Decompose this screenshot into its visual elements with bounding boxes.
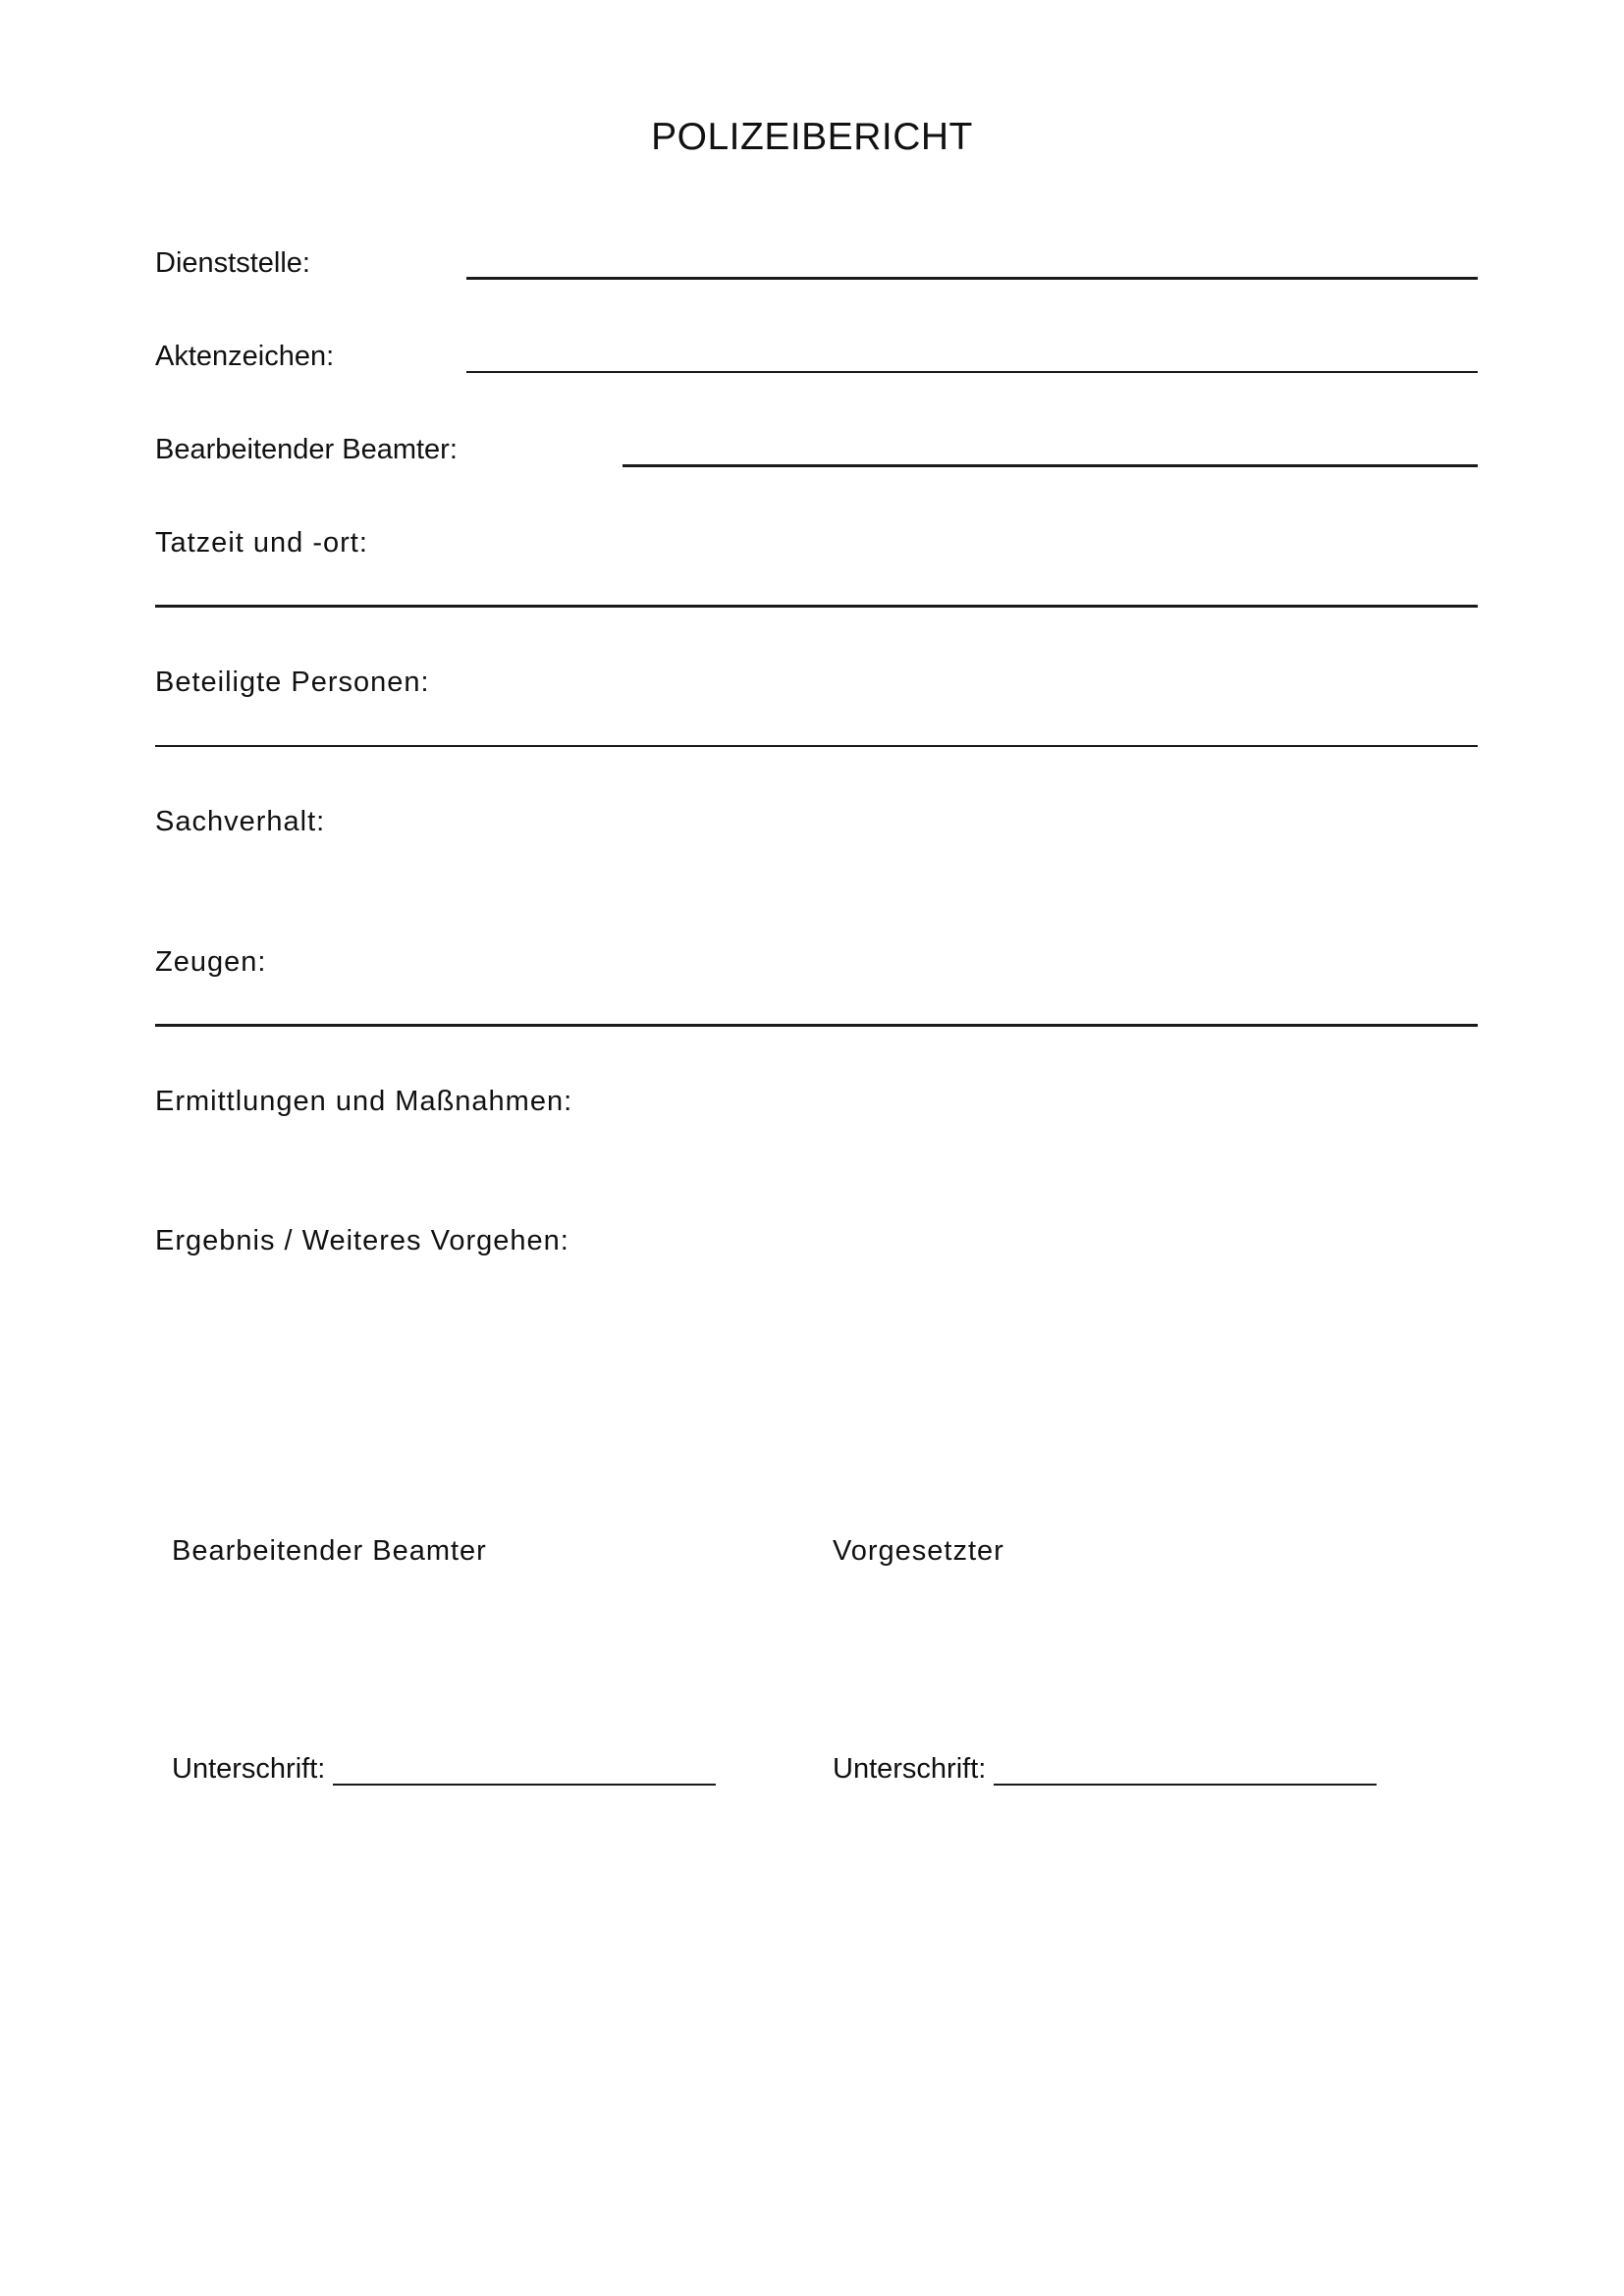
field-line-aktenzeichen[interactable] (466, 371, 1478, 373)
signature-heading-supervisor: Vorgesetzter (833, 1535, 1004, 1567)
signature-heading-officer: Bearbeitender Beamter (172, 1535, 487, 1567)
field-label-sachverhalt: Sachverhalt: (155, 806, 326, 837)
field-line-tatzeit[interactable] (155, 605, 1478, 608)
field-label-dienststelle: Dienststelle: (155, 247, 310, 279)
field-line-personen[interactable] (155, 745, 1478, 747)
signature-row-supervisor (833, 1755, 1377, 1786)
page-title: POLIZEIBERICHT (651, 116, 973, 158)
signature-label-supervisor: Unterschrift: (833, 1753, 987, 1785)
field-label-zeugen: Zeugen: (155, 946, 267, 978)
field-label-tatzeit: Tatzeit und -ort: (155, 527, 368, 559)
field-label-ergebnis: Ergebnis / Weiteres Vorgehen: (155, 1225, 569, 1256)
field-label-ermittlungen: Ermittlungen und Maßnahmen: (155, 1086, 573, 1117)
signature-row-officer (172, 1755, 716, 1786)
field-line-beamter[interactable] (623, 464, 1478, 467)
signature-label-officer: Unterschrift: (172, 1753, 326, 1785)
signature-line-officer[interactable] (333, 1784, 716, 1786)
field-line-zeugen[interactable] (155, 1024, 1478, 1027)
signature-line-supervisor[interactable] (994, 1784, 1377, 1786)
field-label-personen: Beteiligte Personen: (155, 667, 430, 698)
field-line-dienststelle[interactable] (466, 277, 1478, 280)
field-label-beamter: Bearbeitender Beamter: (155, 434, 458, 465)
field-label-aktenzeichen: Aktenzeichen: (155, 341, 335, 372)
